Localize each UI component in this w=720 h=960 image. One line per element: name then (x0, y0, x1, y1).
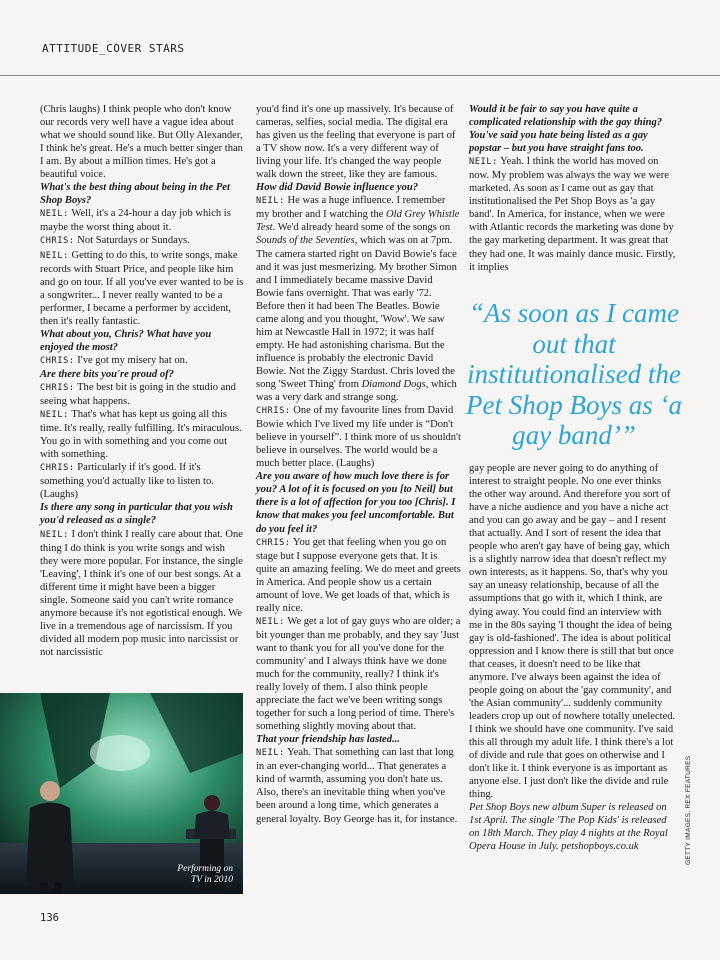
speaker-label: NEIL: (469, 157, 498, 168)
speaker-label: CHRIS: (40, 355, 75, 366)
speaker-label: CHRIS: (40, 463, 75, 474)
interview-question: What's the best thing about being in the Pet Shop Boys? (40, 182, 230, 207)
answer-text: The best bit is going in the studio and seeing what happens. (40, 381, 236, 408)
interview-question: Are there bits you're proud of? (40, 368, 174, 380)
speaker-label: NEIL: (40, 529, 69, 540)
show-title: Old Grey Whistle Test (256, 209, 460, 234)
answer-text: You get that feeling when you go on stage but I suppose everyone gets that. It is quite an amazing feeling. We do meet and greets in America. And people show us a certain amount of love. We get loads of that, which is really nice. (256, 536, 461, 614)
speaker-label: CHRIS: (40, 382, 75, 393)
answer-text: Particularly if it's good. If it's something you'd actually like to listen to. (Laughs) (40, 462, 214, 501)
answer-paragraph (256, 615, 461, 733)
photo-credit: GETTY IMAGES, REX FEATURES (685, 755, 692, 865)
answer-paragraph (40, 408, 245, 461)
answer-text: I don't think I really care about that. One thing I do think is you write songs and wish they were more popular. For instance, the single 'Leaving', I think it's one of our best songs. At a different time it might have been a bigger single. Someone said you can't write romance anymore because it's not egotistical enough. We live in a tremendous age of narcissism. If you divided all modern pop music into narcissist or not narcissistic (40, 528, 243, 658)
answer-text: Yeah. I think the world has moved on now. My problem was always the way we were marketed. As soon as I came out as gay that institutionalised the Pet Shop Boys as 'a gay band'. In America, for instance, when we were with Atlantic records the marketing was done by the gay marketing department. It was great that they had one. It was mainly dance music. Firstly, it implies (469, 156, 676, 273)
answer-text: Not Saturdays or Sundays. (77, 235, 190, 247)
album-title: Diamond Dogs (361, 378, 426, 390)
speaker-label: CHRIS: (40, 236, 75, 247)
pull-quote: “As soon as I came out that institutionalised the Pet Shop Boys as ‘a gay band’” (466, 298, 682, 450)
answer-paragraph (40, 354, 245, 368)
release-note: Pet Shop Boys new album Super is released on 1st April. The single 'The Pop Kids' is released on 18th March. They play 4 nights at the Royal Opera House in July. petshopboys.co.uk (469, 802, 668, 853)
answer-text: I've got my misery hat on. (77, 354, 188, 366)
page-number: 136 (40, 912, 59, 924)
interview-question: What about you, Chris? What have you enjoyed the most? (40, 328, 212, 353)
speaker-label: NEIL: (256, 616, 285, 627)
answer-text: That's what has kept us going all this time. It's really, really fulfilling. It's miraculous. You go in with something and you come out with something. (40, 409, 242, 461)
answer-paragraph (40, 381, 245, 408)
interview-question: How did David Bowie influence you? (256, 182, 419, 194)
interview-question: Would it be fair to say you have quite a complicated relationship with the gay thing? You've said you hate being listed as a gay popstar – but you have straight fans too. (469, 104, 663, 155)
interview-question: Is there any song in particular that you wish you'd released as a single? (40, 502, 233, 527)
answer-text: , which was a very dark and strange song. (256, 378, 457, 404)
interview-question: Are you aware of how much love there is for you? A lot of it is focused on you [to Neil] but there is a lot of affection for you too [Chris]. I know that makes you feel uncomfortable. But do you feel it? (256, 471, 456, 535)
show-title: Sounds of the Seventies (256, 235, 355, 247)
article-column-1 (40, 103, 245, 659)
article-column-3-bottom (469, 462, 676, 853)
speaker-label: NEIL: (256, 748, 285, 759)
answer-text: He was a huge influence. I remember my brother and I watching the (256, 195, 446, 221)
header-divider (0, 75, 720, 76)
answer-text: Well, it's a 24-hour a day job which is maybe the worst thing about it. (40, 208, 231, 234)
photo-caption (163, 864, 233, 886)
answer-text: One of my favourite lines from David Bowie which I've lived my life under is “Don't believe in yourself”. I think more of us shouldn't believe in ourselves. The world would be a much better place. (Laughs) (256, 405, 461, 470)
speaker-label: NEIL: (40, 410, 69, 421)
performance-photo (0, 693, 243, 894)
body-paragraph: gay people are never going to do anything of interest to straight people. No one ever thinks the other way around. And therefore you sort of have a niche audience and you have a niche act and you can go away and be gay – and I resent that actually. And I sort of resent the idea that people who aren't gay have of being gay, which is a slightly narrow idea that doesn't reflect my own interests, as it happens. So, that's why you say an uneasy relationship, because of all the assumptions that go with it, which I think, are dying away. You could find an interview with me in the 80s saying 'I thought the idea of being gay is old-fashioned'. The idea is about political oppression and I know there is still that but once that ceases, it doesn't need to be like that anymore. I've always been against the idea of people going on about the 'gay community', and 'the Asian community'... suddenly community leaders crop up out of nowhere totally unelected. I think we should have one community. I've said this all through my adult life. I think there's a lot of divide and rule that goes on otherwise and I don't like it. I think everyone is as important as anyone else. I just don't like the divide and rule thing. (469, 463, 676, 801)
answer-paragraph (40, 528, 245, 659)
answer-paragraph (256, 746, 461, 825)
caption-line: Performing on (177, 864, 233, 874)
answer-text: , which was on at 7pm. The camera started right on David Bowie's face and it was just mesmerizing. My brother Simon and I immediately became massive David Bowie fans overnight. That was early '72. Before then it had been The Beatles. Bowie came along and you thought, 'Wow'. We saw him at Newcastle Hall in 1972; it was half empty. He had astonishing charisma. But the influence is probably the electronic David Bowie. Not the Ziggy Stardust. Chris loved the song 'Sweet Thing' from (256, 235, 457, 390)
speaker-label: CHRIS: (256, 406, 291, 417)
article-column-2 (256, 103, 461, 826)
speaker-label: CHRIS: (256, 537, 291, 548)
speaker-label: NEIL: (256, 196, 285, 207)
speaker-label: NEIL: (40, 209, 69, 220)
body-paragraph: you'd find it's one up massively. It's because of cameras, selfies, social media. The digital era has given us the feeling that everyone is part of a TV show now. It's a very different way of living your life. It's changed the way people walk down the street, like they are famous. (256, 104, 456, 181)
answer-text: Yeah. That something can last that long in an ever-changing world... That generates a kind of warmth, assuming you don't hate us. Also, there's an inevitable thing when you've been around a long time, which generates a general loyalty. Boy George has it, for instance. (256, 747, 458, 825)
answer-paragraph (256, 194, 461, 404)
answer-paragraph (40, 207, 245, 234)
section-header: ATTITUDE_COVER STARS (42, 42, 185, 55)
speaker-label: NEIL: (40, 250, 69, 261)
body-paragraph: (Chris laughs) I think people who don't know our records very well have a vague idea about what we should sound like. But Olly Alexander, I think he's great. He's a much better singer than I am. By about a million times. He's got a beautiful voice. (40, 104, 243, 181)
answer-text: . We'd already heard some of the songs on (272, 222, 451, 234)
answer-paragraph (256, 536, 461, 615)
answer-paragraph (40, 249, 245, 328)
answer-paragraph (469, 155, 676, 273)
article-column-3-top (469, 103, 676, 274)
answer-paragraph (40, 461, 245, 501)
answer-paragraph (256, 404, 461, 470)
answer-text: We get a lot of gay guys who are older; a bit younger than me probably, and they say 'Just want to thank you for all you've done for the community' and I always think have we done much for the community, really? I think it's really lovely of them. I also think people appreciate the fact we've been writing songs together for such a long period of time. There's something slightly moving about that. (256, 615, 461, 733)
answer-paragraph (40, 234, 245, 248)
answer-text: Getting to do this, to write songs, make records with Stuart Price, and people like him and go on tour. If all you've ever wanted to be is a songwriter... I never really wanted to be a performer, I became a performer by accident, then it's really fantastic. (40, 249, 244, 327)
caption-line: TV in 2010 (190, 875, 233, 885)
interview-question: That your friendship has lasted... (256, 734, 400, 746)
